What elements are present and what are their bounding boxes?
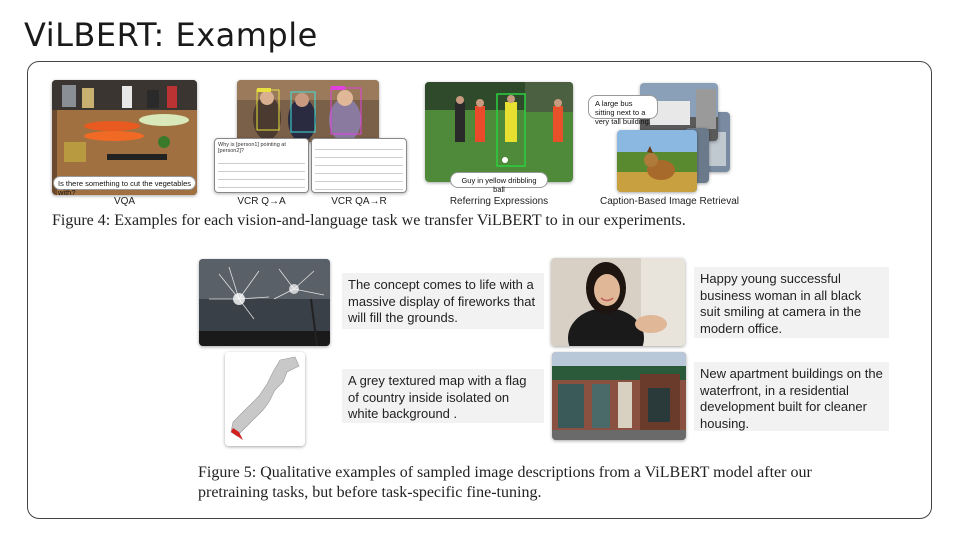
task-label-vcr-qa: VCR Q→A [237,196,286,207]
retrieval-caption: A large bus sitting next to a very tall building. [595,99,651,126]
retrieval-caption-bubble [588,95,658,126]
task-label-caption-retrieval: Caption-Based Image Retrieval [600,196,739,207]
task-label-vcr-qar: VCR QA→R [331,196,387,207]
apartment-buildings-description: New apartment buildings on the waterfront, in a residential development built for cleaner housing. [694,362,889,431]
vqa-question: Is there something to cut the vegetables with? [58,179,191,197]
retrieval-image-front [617,130,697,192]
apartment-buildings-image [552,352,686,440]
vcr-question: Why is [person1] pointing at [person2]? [218,142,286,154]
vcr-image [237,80,379,142]
figure-5-caption-line-2: pretraining tasks, but before task-specific fine-tuning. [198,484,542,501]
task-label-referring-expressions: Referring Expressions [449,196,549,207]
referring-expression-bubble [450,172,548,194]
figure-4-caption: Figure 4: Examples for each vision-and-language task we transfer ViLBERT to in our experiments. [52,212,686,229]
slide-title: ViLBERT: Example [24,16,318,54]
vqa-question-bubble [53,176,196,197]
business-woman-description: Happy young successful business woman in all black suit smiling at camera in the modern office. [694,267,889,338]
figure-5-caption-line-1: Figure 5: Qualitative examples of sampled image descriptions from a ViLBERT model after our [198,464,812,481]
task-label-vqa: VQA [113,196,136,207]
fireworks-description: The concept comes to life with a massive display of fireworks that will fill the grounds. [342,273,544,329]
referring-expressions-image [425,82,573,182]
map-description: A grey textured map with a flag of country inside isolated on white background . [342,369,544,423]
fireworks-image [199,259,330,346]
business-woman-image [551,258,685,346]
vcr-qa-card [214,138,309,193]
referring-expression-text: Guy in yellow dribbling ball [461,176,537,194]
vcr-qar-card [311,138,407,193]
map-image [225,352,305,446]
